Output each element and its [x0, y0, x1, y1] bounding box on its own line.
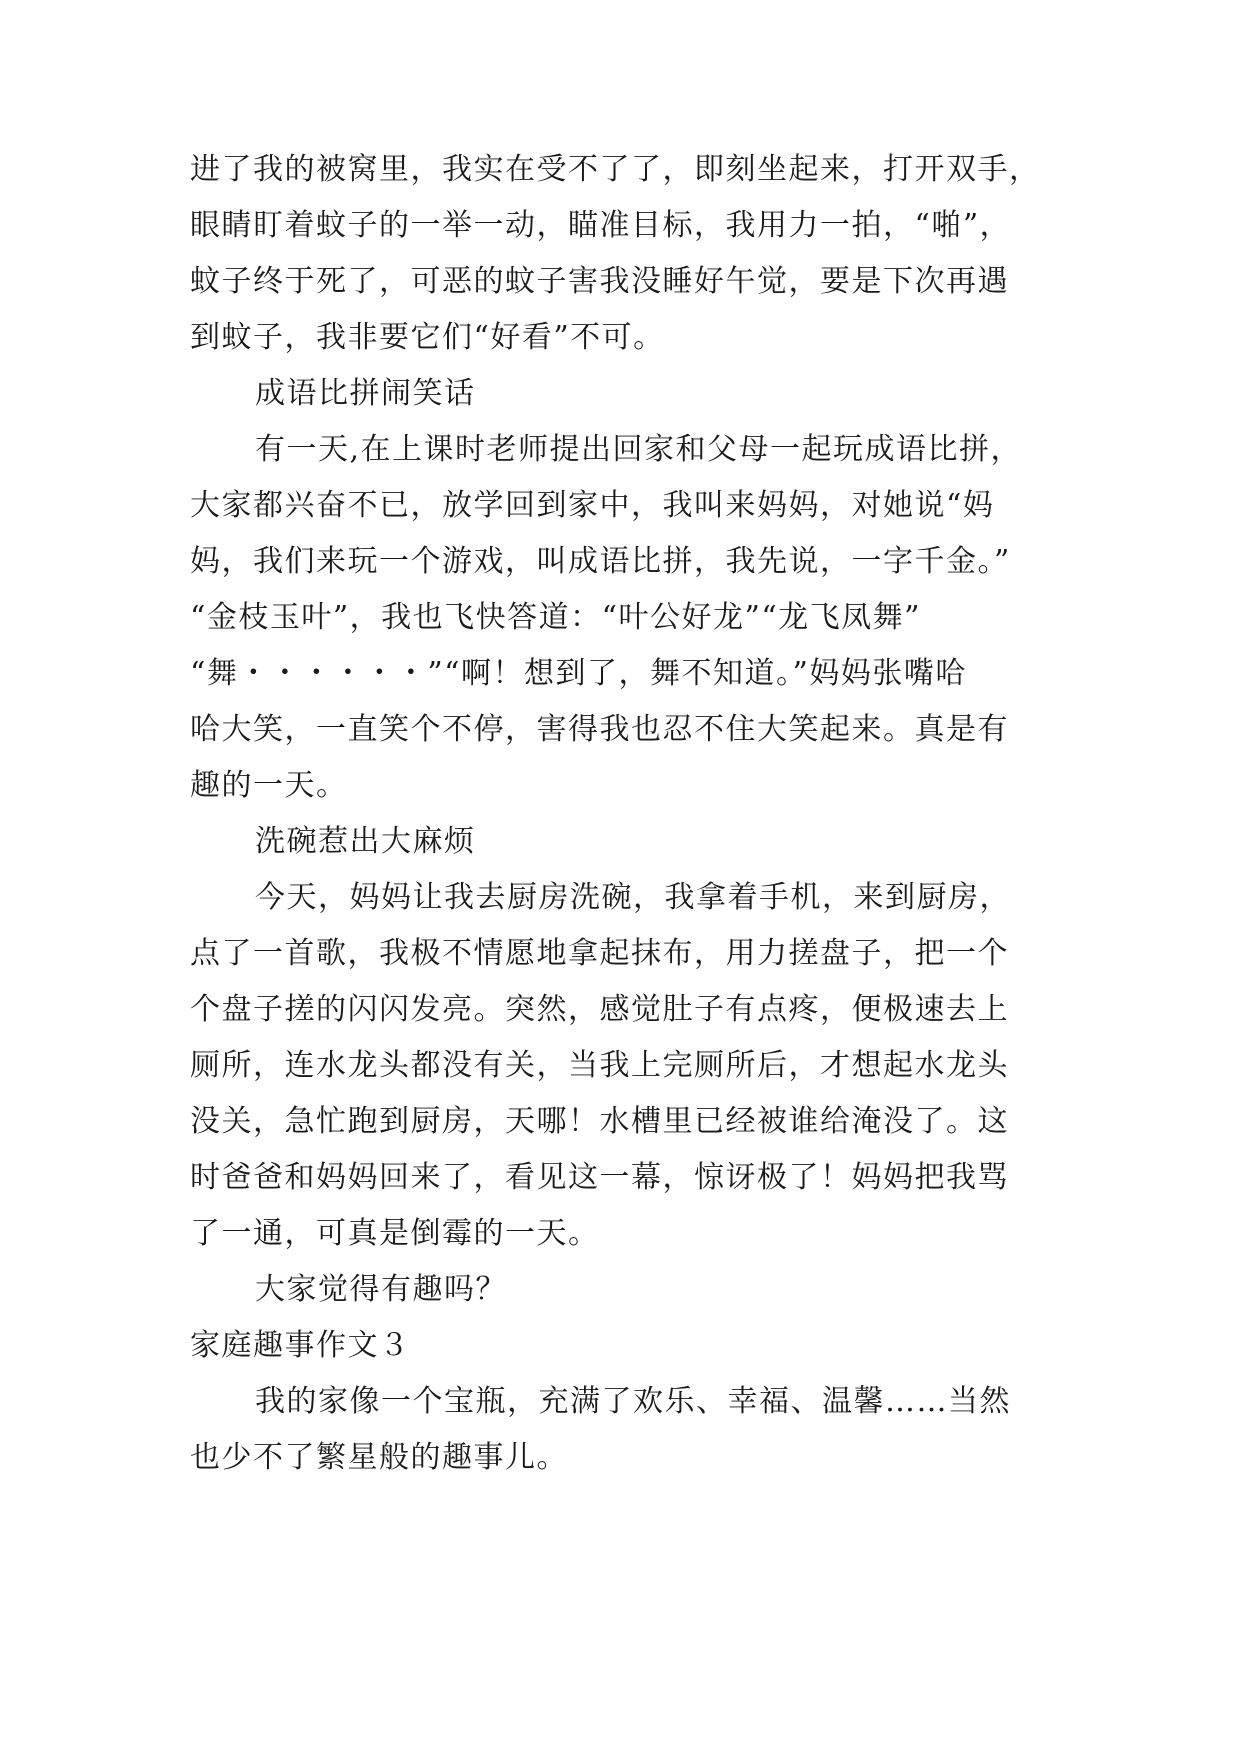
- paragraph-line: 眼睛盯着蚊子的一举一动，瞄准目标，我用力一拍，“啪”，: [190, 208, 1012, 243]
- paragraph-line: “舞・・・・・・”“啊！想到了，舞不知道。”妈妈张嘴哈: [190, 656, 967, 691]
- paragraph-line: 没关，急忙跑到厨房，天哪！水槽里已经被谁给淹没了。这: [190, 1104, 1009, 1139]
- section-heading: 洗碗惹出大麻烦: [255, 824, 476, 859]
- paragraph-line: 厕所，连水龙头都没有关，当我上完厕所后，才想起水龙头: [190, 1048, 1009, 1083]
- paragraph-line: 也少不了繁星般的趣事儿。: [190, 1440, 568, 1475]
- paragraph-line: 蚊子终于死了，可恶的蚊子害我没睡好午觉，要是下次再遇: [190, 264, 1009, 299]
- paragraph-line: 有一天,在上课时老师提出回家和父母一起玩成语比拼，: [255, 432, 1023, 467]
- paragraph-line: 大家都兴奋不已，放学回到家中，我叫来妈妈，对她说“妈: [190, 488, 995, 523]
- paragraph-line: 了一通，可真是倒霉的一天。: [190, 1216, 600, 1251]
- paragraph-line: 到蚊子，我非要它们“好看”不可。: [190, 320, 665, 355]
- paragraph-line: 点了一首歌，我极不情愿地拿起抹布，用力搓盘子，把一个: [190, 936, 1009, 971]
- section-heading: 成语比拼闹笑话: [255, 376, 476, 411]
- paragraph-line: 趣的一天。: [190, 768, 348, 803]
- paragraph-line: 我的家像一个宝瓶，充满了欢乐、幸福、温馨……当然: [255, 1384, 1011, 1419]
- paragraph-line: 哈大笑，一直笑个不停，害得我也忍不住大笑起来。真是有: [190, 712, 1009, 747]
- paragraph-line: 妈，我们来玩一个游戏，叫成语比拼，我先说，一字千金。”: [190, 544, 1011, 579]
- essay-title: 家庭趣事作文３: [190, 1328, 411, 1363]
- paragraph-line: 个盘子搓的闪闪发亮。突然，感觉肚子有点疼，便极速去上: [190, 992, 1009, 1027]
- paragraph-line: 进了我的被窝里，我实在受不了了，即刻坐起来，打开双手，: [190, 152, 1041, 187]
- paragraph-line: 大家觉得有趣吗？: [255, 1272, 507, 1307]
- paragraph-line: 时爸爸和妈妈回来了，看见这一幕，惊讶极了！妈妈把我骂: [190, 1160, 1009, 1195]
- paragraph-line: 今天，妈妈让我去厨房洗碗，我拿着手机，来到厨房，: [255, 880, 1011, 915]
- paragraph-line: “金枝玉叶”，我也飞快答道：“叶公好龙”“龙飞凤舞”: [190, 600, 922, 635]
